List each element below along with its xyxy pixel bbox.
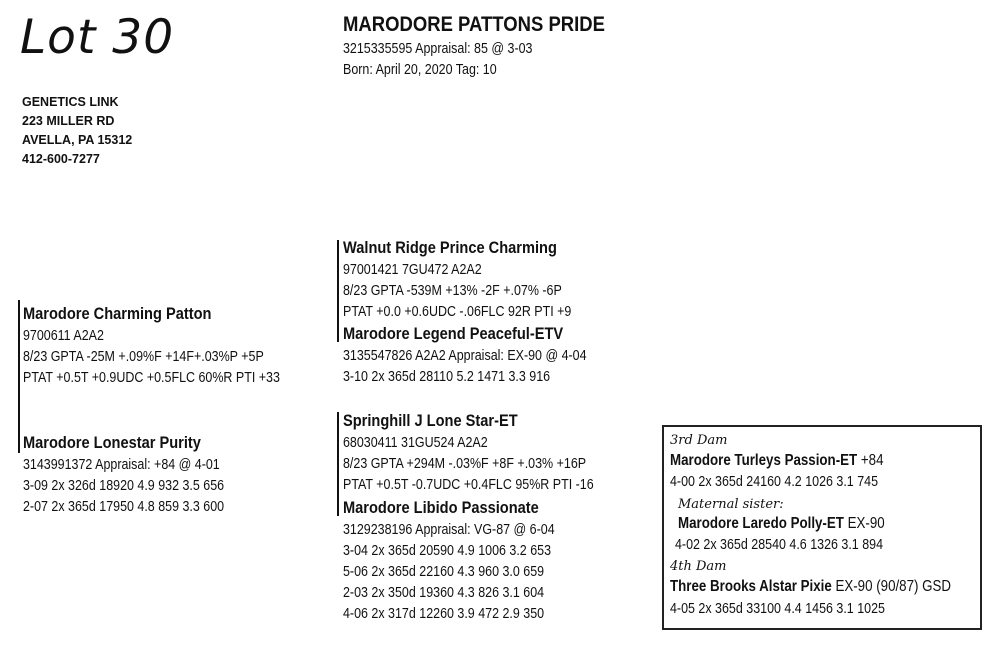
sire-line-1: 9700611 A2A2 — [23, 328, 104, 344]
sire-side-connector — [337, 240, 339, 342]
maternal-sister-title — [678, 513, 885, 535]
sire-line-3: PTAT +0.5T +0.9UDC +0.5FLC 60%R PTI +33 — [23, 370, 280, 386]
fourth-dam-score: EX-90 (90/87) GSD — [831, 578, 952, 595]
dam-dam-line-2: 3-04 2x 365d 20590 4.9 1006 3.2 653 — [343, 543, 552, 559]
sire-sire-line-1: 97001421 7GU472 A2A2 — [343, 262, 482, 278]
dam-sire-name: Springhill J Lone Star-ET — [343, 411, 518, 430]
third-dam-title — [670, 450, 883, 472]
dam-name: Marodore Lonestar Purity — [23, 433, 201, 452]
consignor-phone: 412-600-7277 — [22, 152, 100, 166]
fourth-dam-name: Three Brooks Alstar Pixie — [670, 578, 832, 595]
sire-sire-line-2: 8/23 GPTA -539M +13% -2F +.07% -6P — [343, 283, 562, 299]
sire-dam-name: Marodore Legend Peaceful-ETV — [343, 324, 564, 343]
sire-sire-line-3: PTAT +0.0 +0.6UDC -.06FLC 92R PTI +9 — [343, 304, 572, 320]
animal-born-line: Born: April 20, 2020 Tag: 10 — [343, 62, 497, 78]
dam-line-3: 2-07 2x 365d 17950 4.8 859 3.3 600 — [23, 499, 225, 515]
sire-sire-block — [343, 236, 609, 323]
animal-header — [343, 11, 648, 81]
maternal-family-box — [662, 425, 982, 630]
dam-side-connector — [337, 412, 339, 516]
sire-block — [23, 302, 322, 389]
sire-name: Marodore Charming Patton — [23, 304, 212, 323]
fourth-dam-record: 4-05 2x 365d 33100 4.4 1456 3.1 1025 — [670, 601, 885, 617]
lot-number: Lot 30 — [20, 10, 175, 65]
consignor-address: 223 MILLER RD — [22, 114, 115, 128]
animal-reg-line: 3215335595 Appraisal: 85 @ 3-03 — [343, 41, 533, 57]
maternal-sister-name: Marodore Laredo Polly-ET — [678, 515, 844, 532]
maternal-sister-label: Maternal sister: — [678, 497, 784, 512]
sire-dam-line-2: 3-10 2x 365d 28110 5.2 1471 3.3 916 — [343, 369, 551, 385]
dam-sire-line-2: 8/23 GPTA +294M -.03%F +8F +.03% +16P — [343, 456, 587, 472]
dam-block — [23, 431, 257, 518]
consignor-city: AVELLA, PA 15312 — [22, 133, 133, 147]
animal-name: MARODORE PATTONS PRIDE — [343, 12, 605, 36]
third-dam-score: +84 — [857, 452, 884, 469]
sire-dam-block — [343, 322, 626, 388]
dam-dam-line-1: 3129238196 Appraisal: VG-87 @ 6-04 — [343, 522, 555, 538]
fourth-dam-title — [670, 576, 951, 598]
sire-dam-line-1: 3135547826 A2A2 Appraisal: EX-90 @ 4-04 — [343, 348, 587, 364]
sire-line-2: 8/23 GPTA -25M +.09%F +14F+.03%P +5P — [23, 349, 264, 365]
dam-dam-line-3: 5-06 2x 365d 22160 4.3 960 3.0 659 — [343, 564, 545, 580]
consignor-info — [22, 93, 132, 169]
dam-sire-line-1: 68030411 31GU524 A2A2 — [343, 435, 488, 451]
sire-sire-name: Walnut Ridge Prince Charming — [343, 238, 557, 257]
dam-dam-name: Marodore Libido Passionate — [343, 498, 539, 517]
dam-dam-line-4: 2-03 2x 350d 19360 4.3 826 3.1 604 — [343, 585, 545, 601]
third-dam-record: 4-00 2x 365d 24160 4.2 1026 3.1 745 — [670, 474, 879, 490]
dam-dam-block — [343, 496, 589, 625]
fourth-dam-label: 4th Dam — [670, 559, 727, 574]
dam-sire-block — [343, 409, 634, 496]
dam-line-2: 3-09 2x 326d 18920 4.9 932 3.5 656 — [23, 478, 225, 494]
maternal-sister-score: EX-90 — [843, 515, 885, 532]
maternal-sister-record: 4-02 2x 365d 28540 4.6 1326 3.1 894 — [675, 537, 884, 553]
third-dam-label: 3rd Dam — [670, 433, 728, 448]
consignor-name: GENETICS LINK — [22, 95, 119, 109]
dam-line-1: 3143991372 Appraisal: +84 @ 4-01 — [23, 457, 220, 473]
third-dam-name: Marodore Turleys Passion-ET — [670, 452, 858, 469]
sire-dam-connector — [18, 300, 20, 453]
dam-dam-line-5: 4-06 2x 317d 12260 3.9 472 2.9 350 — [343, 606, 545, 622]
dam-sire-line-3: PTAT +0.5T -0.7UDC +0.4FLC 95%R PTI -16 — [343, 477, 594, 493]
